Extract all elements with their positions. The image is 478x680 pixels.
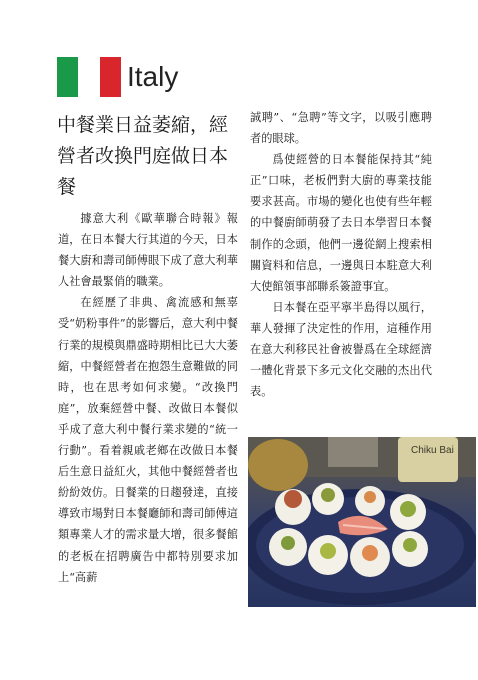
left-paragraph-2: 在經歷了非典、禽流感和無辜受“奶粉事件”的影響后，意大利中餐行業的規模與鼎盛時期相比已大大萎縮，中餐經營者在抱怨生意難做的同時，也在思考如何求變。“改換門庭”，放棄經營中餐、改做日本餐似乎成了意大利中餐行業求變的“統一行動”。看着親戚老鄉在改做日本餐后生意日益紅火，其他中餐經營者也紛紛效仿。日餐業的日趨發達，直接導致市場對日本餐廳師和壽司師傅這類專業人才的需求量大增，很多餐館的老板在招聘廣告中都特別要求加上“高薪 [58,296,238,584]
right-column [250,107,432,402]
country-title: Italy [127,61,179,92]
italy-flag-icon [57,57,121,97]
bottle-label: Chiku Bai [411,445,454,456]
article-headline: 中餐業日益萎縮，經營者改換門庭做日本餐 [57,114,229,198]
bowl-icon [248,439,308,491]
flag-red-stripe [100,57,121,97]
flag-white-stripe [78,57,99,97]
drink-bottle-icon [398,437,458,482]
right-paragraph-3: 日本餐在亞平寧半島得以風行，華人發揮了決定性的作用，這種作用在意大利移民社會被譽爲在全球經濟一體化背景下多元文化交融的杰出代表。 [250,300,432,399]
right-paragraph-2: 爲使經營的日本餐能保持其“純正”口味，老板們對大廚的專業技能要求甚高。市場的變化也使有些年輕的中餐廚師萌發了去日本學習日本餐制作的念頭，他們一邊從網上搜索相關資料和信息，一邊與日本駐意大利大使館領事部聯系簽證事宜。 [250,153,432,293]
sushi-photo [248,437,476,607]
flag-green-stripe [57,57,78,97]
left-paragraph-1: 據意大利《歐華聯合時報》報道，在日本餐大行其道的今天，日本餐大廚和壽司師傅眼下成了意大利華人社會最緊俏的職業。 [58,212,238,289]
right-paragraph-1: 誠聘”、“急聘”等文字，以吸引應聘者的眼球。 [250,111,432,146]
left-column [58,208,238,588]
